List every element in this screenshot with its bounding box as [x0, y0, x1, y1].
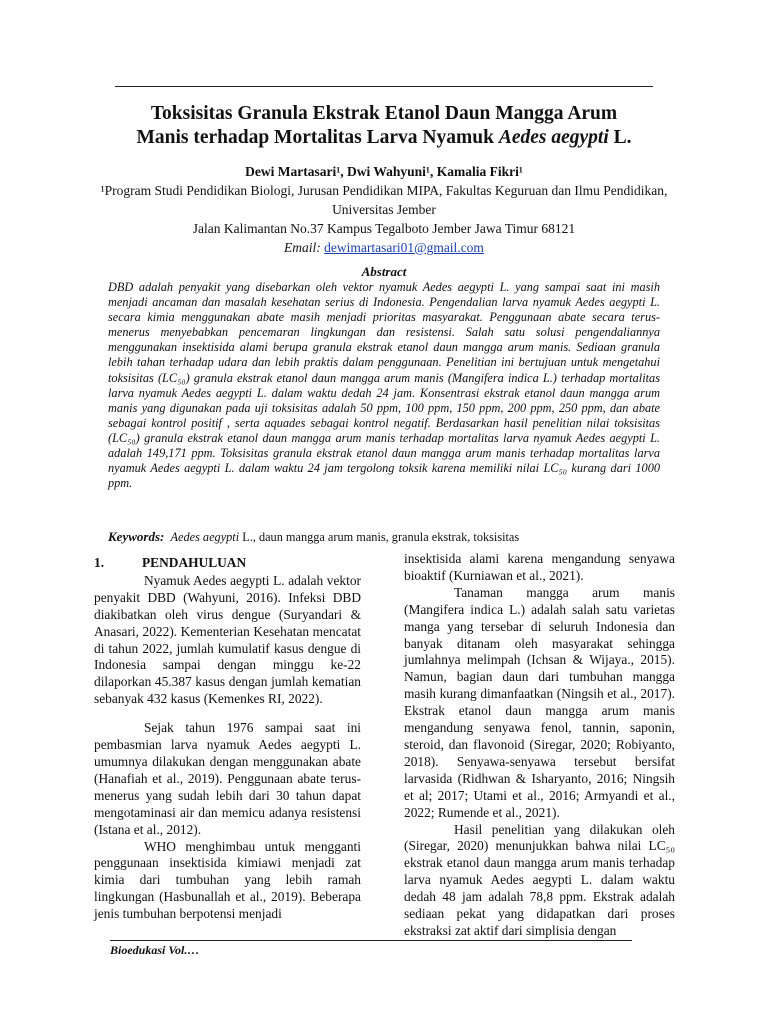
paragraph: Sejak tahun 1976 sampai saat ini pembasmian larva nyamuk Aedes aegypti L. umumnya dilakukan dengan menggunakan abate (Hanafiah et al., 2019). Penggunaan abate terus-menerus yang sudah lebih dari 30 tahun dapat mengotaminasi air dan memicu adanya resistensi (Istana et al., 2012). [94, 720, 361, 837]
paragraph: Nyamuk Aedes aegypti L. adalah vektor penyakit DBD (Wahyuni, 2016). Infeksi DBD diakibatkan oleh virus dengue (Suryandari & Anasari, 2022). Kementerian Kesehatan mencatat di tahun 2022, jumlah kumulatif kasus dengue di Indonesia sampai dengan minggu ke-22 dilaporkan 45.387 kasus dengan jumlah kematian sebanyak 432 kasus (Kemenkes RI, 2022). [94, 572, 361, 707]
paragraph: Hasil penelitian yang dilakukan oleh (Siregar, 2020) menunjukkan bahwa nilai LC₅₀ ekstrak etanol daun mangga arum manis terhadap larva nyamuk Aedes aegypti L. dalam waktu dedah 48 jam adalah 78,8 ppm. Ekstrak adalah sediaan pekat yang didapatkan dari proses ekstraksi zat aktif dari simplisia dengan [404, 821, 675, 938]
keywords-label: Keywords: [108, 529, 165, 544]
title-line-2: Manis terhadap Mortalitas Larva Nyamuk Aedes aegypti L. [136, 127, 632, 148]
keywords-line [108, 529, 668, 545]
paragraph: insektisida alami karena mengandung senyawa bioaktif (Kurniawan et al., 2021). [404, 551, 675, 583]
abstract-text: DBD adalah penyakit yang disebarkan oleh vektor nyamuk Aedes aegypti L. yang sampai saat ini masih menjadi ancaman dan masalah kesehatan serius di Indonesia. Pengendalian larva nyamuk Aedes aegypti L. secara kimia menggunakan abate masih menjadi prioritas masyarakat. Penggunaan abate secara terus-menerus menyebabkan pencemaran lingkungan dan resistensi. Salah satu solusi pengendaliannya menggunakan insektisida alami berupa granula ekstrak etanol daun mangga arum manis. Sediaan granula lebih tahan terhadap udara dan lebih praktis dalam penggunaan. Penelitian ini bertujuan untuk mengetahui toksisitas (LC₅₀) granula ekstrak etanol daun mangga arum manis (Mangifera indica L.) terhadap mortalitas larva nyamuk Aedes aegypti L. dalam waktu dedah 24 jam. Konsentrasi ekstrak etanol daun mangga arum manis yang digunakan pada uji toksisitas adalah 50 ppm, 100 ppm, 150 ppm, 200 ppm, 250 ppm, dan abate sebagai kontrol positif , serta aquades sebagai kontrol negatif. Berdasarkan hasil penelitian nilai toksisitas (LC₅₀) granula ekstrak etanol daun mangga arum manis terhadap mortalitas larva nyamuk Aedes aegypti L. adalah 149,171 ppm. Toksisitas granula ekstrak etanol daun mangga arum manis terhadap mortalitas larva nyamuk Aedes aegypti L. dalam waktu 24 jam tergolong toksik karena memiliki nilai LC₅₀ kurang dari 1000 ppm. [108, 280, 660, 491]
keywords-rest: L., daun mangga arum manis, granula ekstrak, toksisitas [242, 530, 520, 544]
author-block [100, 162, 668, 257]
email-link[interactable]: dewimartasari01@gmail.com [324, 240, 484, 255]
affiliation: ¹Program Studi Pendidikan Biologi, Jurusan Pendidikan MIPA, Fakultas Keguruan dan Ilmu Pendidikan, Universitas Jember [100, 183, 668, 217]
section-title: PENDAHULUAN [142, 555, 247, 570]
address: Jalan Kalimantan No.37 Kampus Tegalboto Jember Jawa Timur 68121 [192, 221, 576, 236]
email-label: Email: [284, 240, 321, 255]
section-number: 1. [94, 555, 105, 570]
right-column [404, 551, 675, 940]
paper-title [100, 102, 668, 150]
top-rule [115, 86, 653, 87]
author-names: Dewi Martasari¹, Dwi Wahyuni¹, Kamalia Fikri¹ [245, 164, 523, 179]
paragraph: Tanaman mangga arum manis (Mangifera indica L.) adalah salah satu varietas manga yang tersebar di seluruh Indonesia dan banyak ditanam oleh masyarakat sehingga jumlahnya melimpah (Ichsan & Wijaya., 2015). Namun, bagian daun dari tumbuhan mangga masih kurang dimanfaatkan (Ningsih et al., 2017). Ekstrak etanol daun mangga arum manis mengandung senyawa fenol, tannin, saponin, steroid, dan flavonoid (Siregar, 2020; Robiyanto, 2018). Senyawa-senyawa tersebut bersifat larvasida (Ridhwan & Isharyanto, 2016; Ningsih et al; 2017; Utami et al., 2016; Armyandi et al., 2022; Rumende et al., 2021). [404, 584, 675, 820]
footer-rule [110, 940, 632, 941]
keywords-italic: Aedes aegypti [170, 530, 240, 544]
section-heading [94, 555, 361, 572]
abstract-heading: Abstract [361, 264, 407, 279]
email-line [100, 238, 668, 257]
title-line-1: Toksisitas Granula Ekstrak Etanol Daun Mangga Arum [150, 103, 618, 124]
footer-journal: Bioedukasi Vol.… [110, 943, 200, 957]
paragraph: WHO menghimbau untuk mengganti penggunaan insektisida kimiawi menjadi zat kimia dari tumbuhan yang lebih ramah lingkungan (Hasbunallah et al., 2019). Beberapa jenis tumbuhan berpotensi menjadi [94, 838, 361, 922]
left-column [94, 555, 361, 923]
